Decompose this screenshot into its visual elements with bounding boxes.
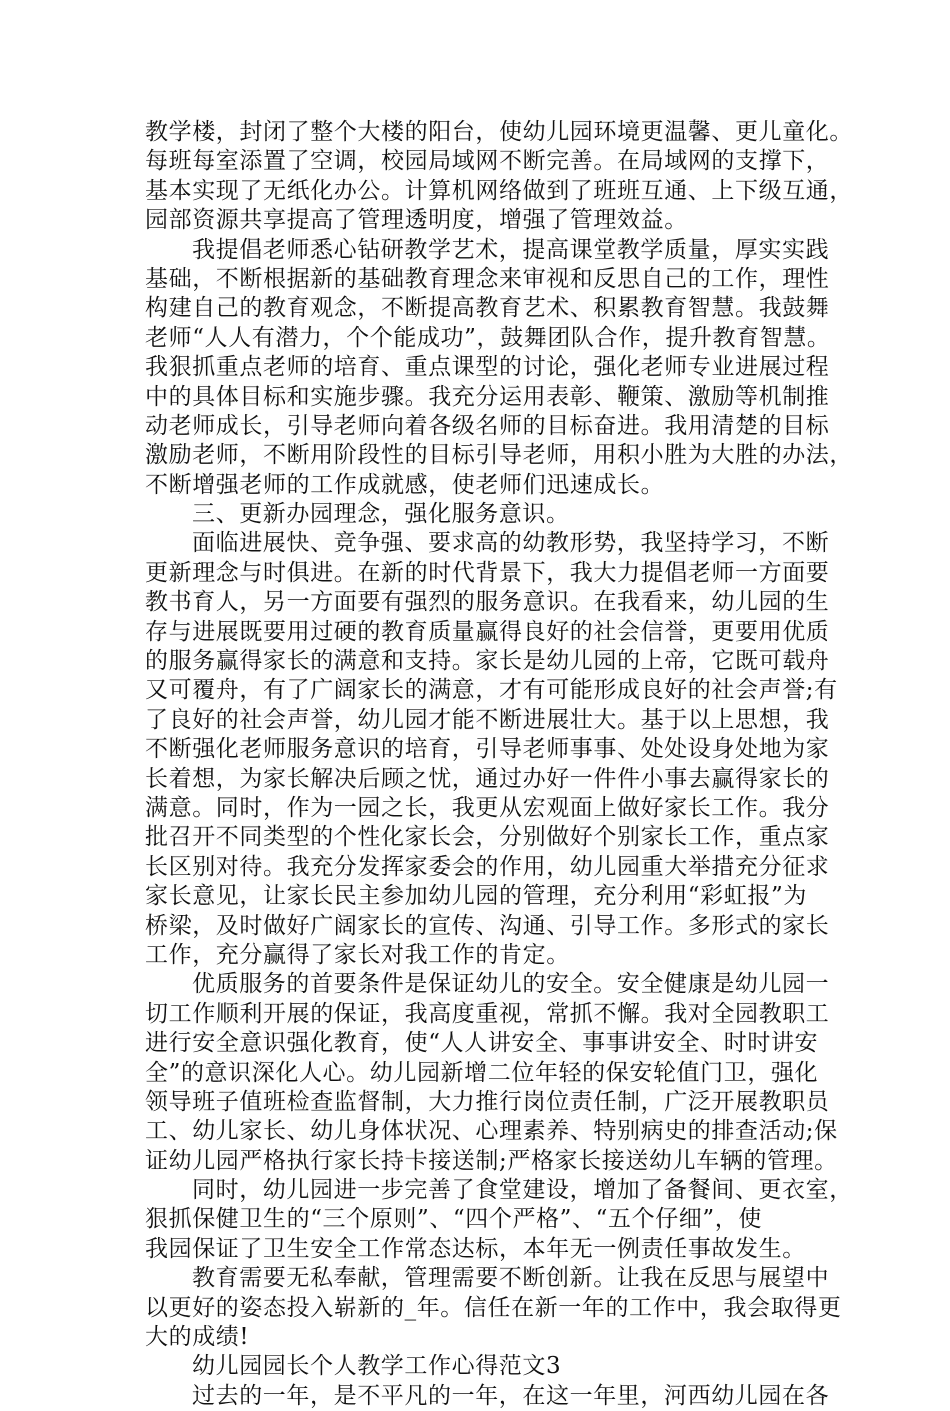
text-line: 满意。同时，作为一园之长，我更从宏观面上做好家长工作。我分: [145, 794, 830, 821]
text-line: 工、幼儿家长、幼儿身体状况、心理素养、特别病史的排查活动;保: [145, 1118, 838, 1145]
text-line: 教书育人，另一方面要有强烈的服务意识。在我看来，幼儿园的生: [145, 589, 830, 616]
text-line: 大的成绩!: [145, 1324, 250, 1351]
text-line: 切工作顺利开展的保证，我高度重视，常抓不懈。我对全园教职工: [145, 1000, 830, 1027]
text-line: 桥梁，及时做好广阔家长的宣传、沟通、引导工作。多形式的家长: [145, 912, 830, 939]
text-line: 三、更新办园理念，强化服务意识。: [192, 501, 570, 528]
text-line: 了良好的社会声誉，幼儿园才能不断进展壮大。基于以上思想，我: [145, 706, 830, 733]
text-line: 长着想，为家长解决后顾之忧，通过办好一件件小事去赢得家长的: [145, 765, 830, 792]
text-line: 又可覆舟，有了广阔家长的满意，才有可能形成良好的社会声誉;有: [145, 677, 838, 704]
document-body: [145, 118, 853, 1411]
text-line: 我狠抓重点老师的培育、重点课型的讨论，强化老师专业进展过程: [145, 354, 830, 381]
text-line: 存与进展既要用过硬的教育质量赢得良好的社会信誉，更要用优质: [145, 618, 830, 645]
text-line: 同时，幼儿园进一步完善了食堂建设，增加了备餐间、更衣室，: [192, 1177, 853, 1204]
text-line: 不断强化老师服务意识的培育，引导老师事事、处处设身处地为家: [145, 736, 830, 763]
text-line: 长区别对待。我充分发挥家委会的作用，幼儿园重大举措充分征求: [145, 853, 830, 880]
text-line: 家长意见，让家长民主参加幼儿园的管理，充分利用“彩虹报”为: [145, 883, 807, 910]
text-line: 园部资源共享提高了管理透明度，增强了管理效益。: [145, 207, 688, 234]
text-line: 我园保证了卫生安全工作常态达标，本年无一例责任事故发生。: [145, 1235, 806, 1262]
text-line: 激励老师，不断用阶段性的目标引导老师，用积小胜为大胜的办法，: [145, 442, 853, 469]
text-line: 进行安全意识强化教育，使“人人讲安全、事事讲安全、时时讲安: [145, 1030, 819, 1057]
text-line: 更新理念与时俱进。在新的时代背景下，我大力提倡老师一方面要: [145, 559, 830, 586]
text-line: 领导班子值班检查监督制，大力推行岗位责任制，广泛开展教职员: [145, 1088, 830, 1115]
text-line: 证幼儿园严格执行家长持卡接送制;严格家长接送幼儿车辆的管理。: [145, 1147, 838, 1174]
text-line: 批召开不同类型的个性化家长会，分别做好个别家长工作，重点家: [145, 824, 830, 851]
text-line: 教学楼，封闭了整个大楼的阳台，使幼儿园环境更温馨、更儿童化。: [145, 119, 853, 145]
text-line: 优质服务的首要条件是保证幼儿的安全。安全健康是幼儿园一: [192, 971, 830, 998]
text-line: 幼儿园园长个人教学工作心得范文3: [192, 1353, 562, 1380]
text-line: 老师“人人有潜力，个个能成功”，鼓舞团队合作，提升教育智慧。: [145, 324, 831, 351]
text-line: 中的具体目标和实施步骤。我充分运用表彰、鞭策、激励等机制推: [145, 383, 830, 410]
text-line: 的服务赢得家长的满意和支持。家长是幼儿园的上帝，它既可载舟: [145, 648, 830, 675]
text-line: 以更好的姿态投入崭新的_年。信任在新一年的工作中，我会取得更: [145, 1294, 842, 1321]
text-line: 基础，不断根据新的基础教育理念来审视和反思自己的工作，理性: [145, 265, 830, 292]
text-line: 每班每室添置了空调，校园局域网不断完善。在局域网的支撑下，: [145, 148, 830, 175]
text-line: 我提倡老师悉心钻研教学艺术，提高课堂教学质量，厚实实践: [192, 236, 830, 263]
text-line: 基本实现了无纸化办公。计算机网络做到了班班互通、上下级互通，: [145, 177, 853, 204]
text-line: 动老师成长，引导老师向着各级名师的目标奋进。我用清楚的目标: [145, 412, 830, 439]
text-line: 不断增强老师的工作成就感，使老师们迅速成长。: [145, 471, 665, 498]
text-line: 工作，充分赢得了家长对我工作的肯定。: [145, 941, 570, 968]
text-line: 狠抓保健卫生的“三个原则”、“四个严格”、“五个仔细”，使: [145, 1206, 762, 1233]
text-line: 过去的一年，是不平凡的一年，在这一年里，河西幼儿园在各: [192, 1382, 830, 1409]
text-line: 构建自己的教育观念，不断提高教育艺术、积累教育智慧。我鼓舞: [145, 295, 830, 322]
text-line: 全”的意识深化人心。幼儿园新增二位年轻的保安轮值门卫，强化: [145, 1059, 819, 1086]
text-line: 面临进展快、竞争强、要求高的幼教形势，我坚持学习，不断: [192, 530, 830, 557]
text-line: 教育需要无私奉献，管理需要不断创新。让我在反思与展望中: [192, 1265, 830, 1292]
